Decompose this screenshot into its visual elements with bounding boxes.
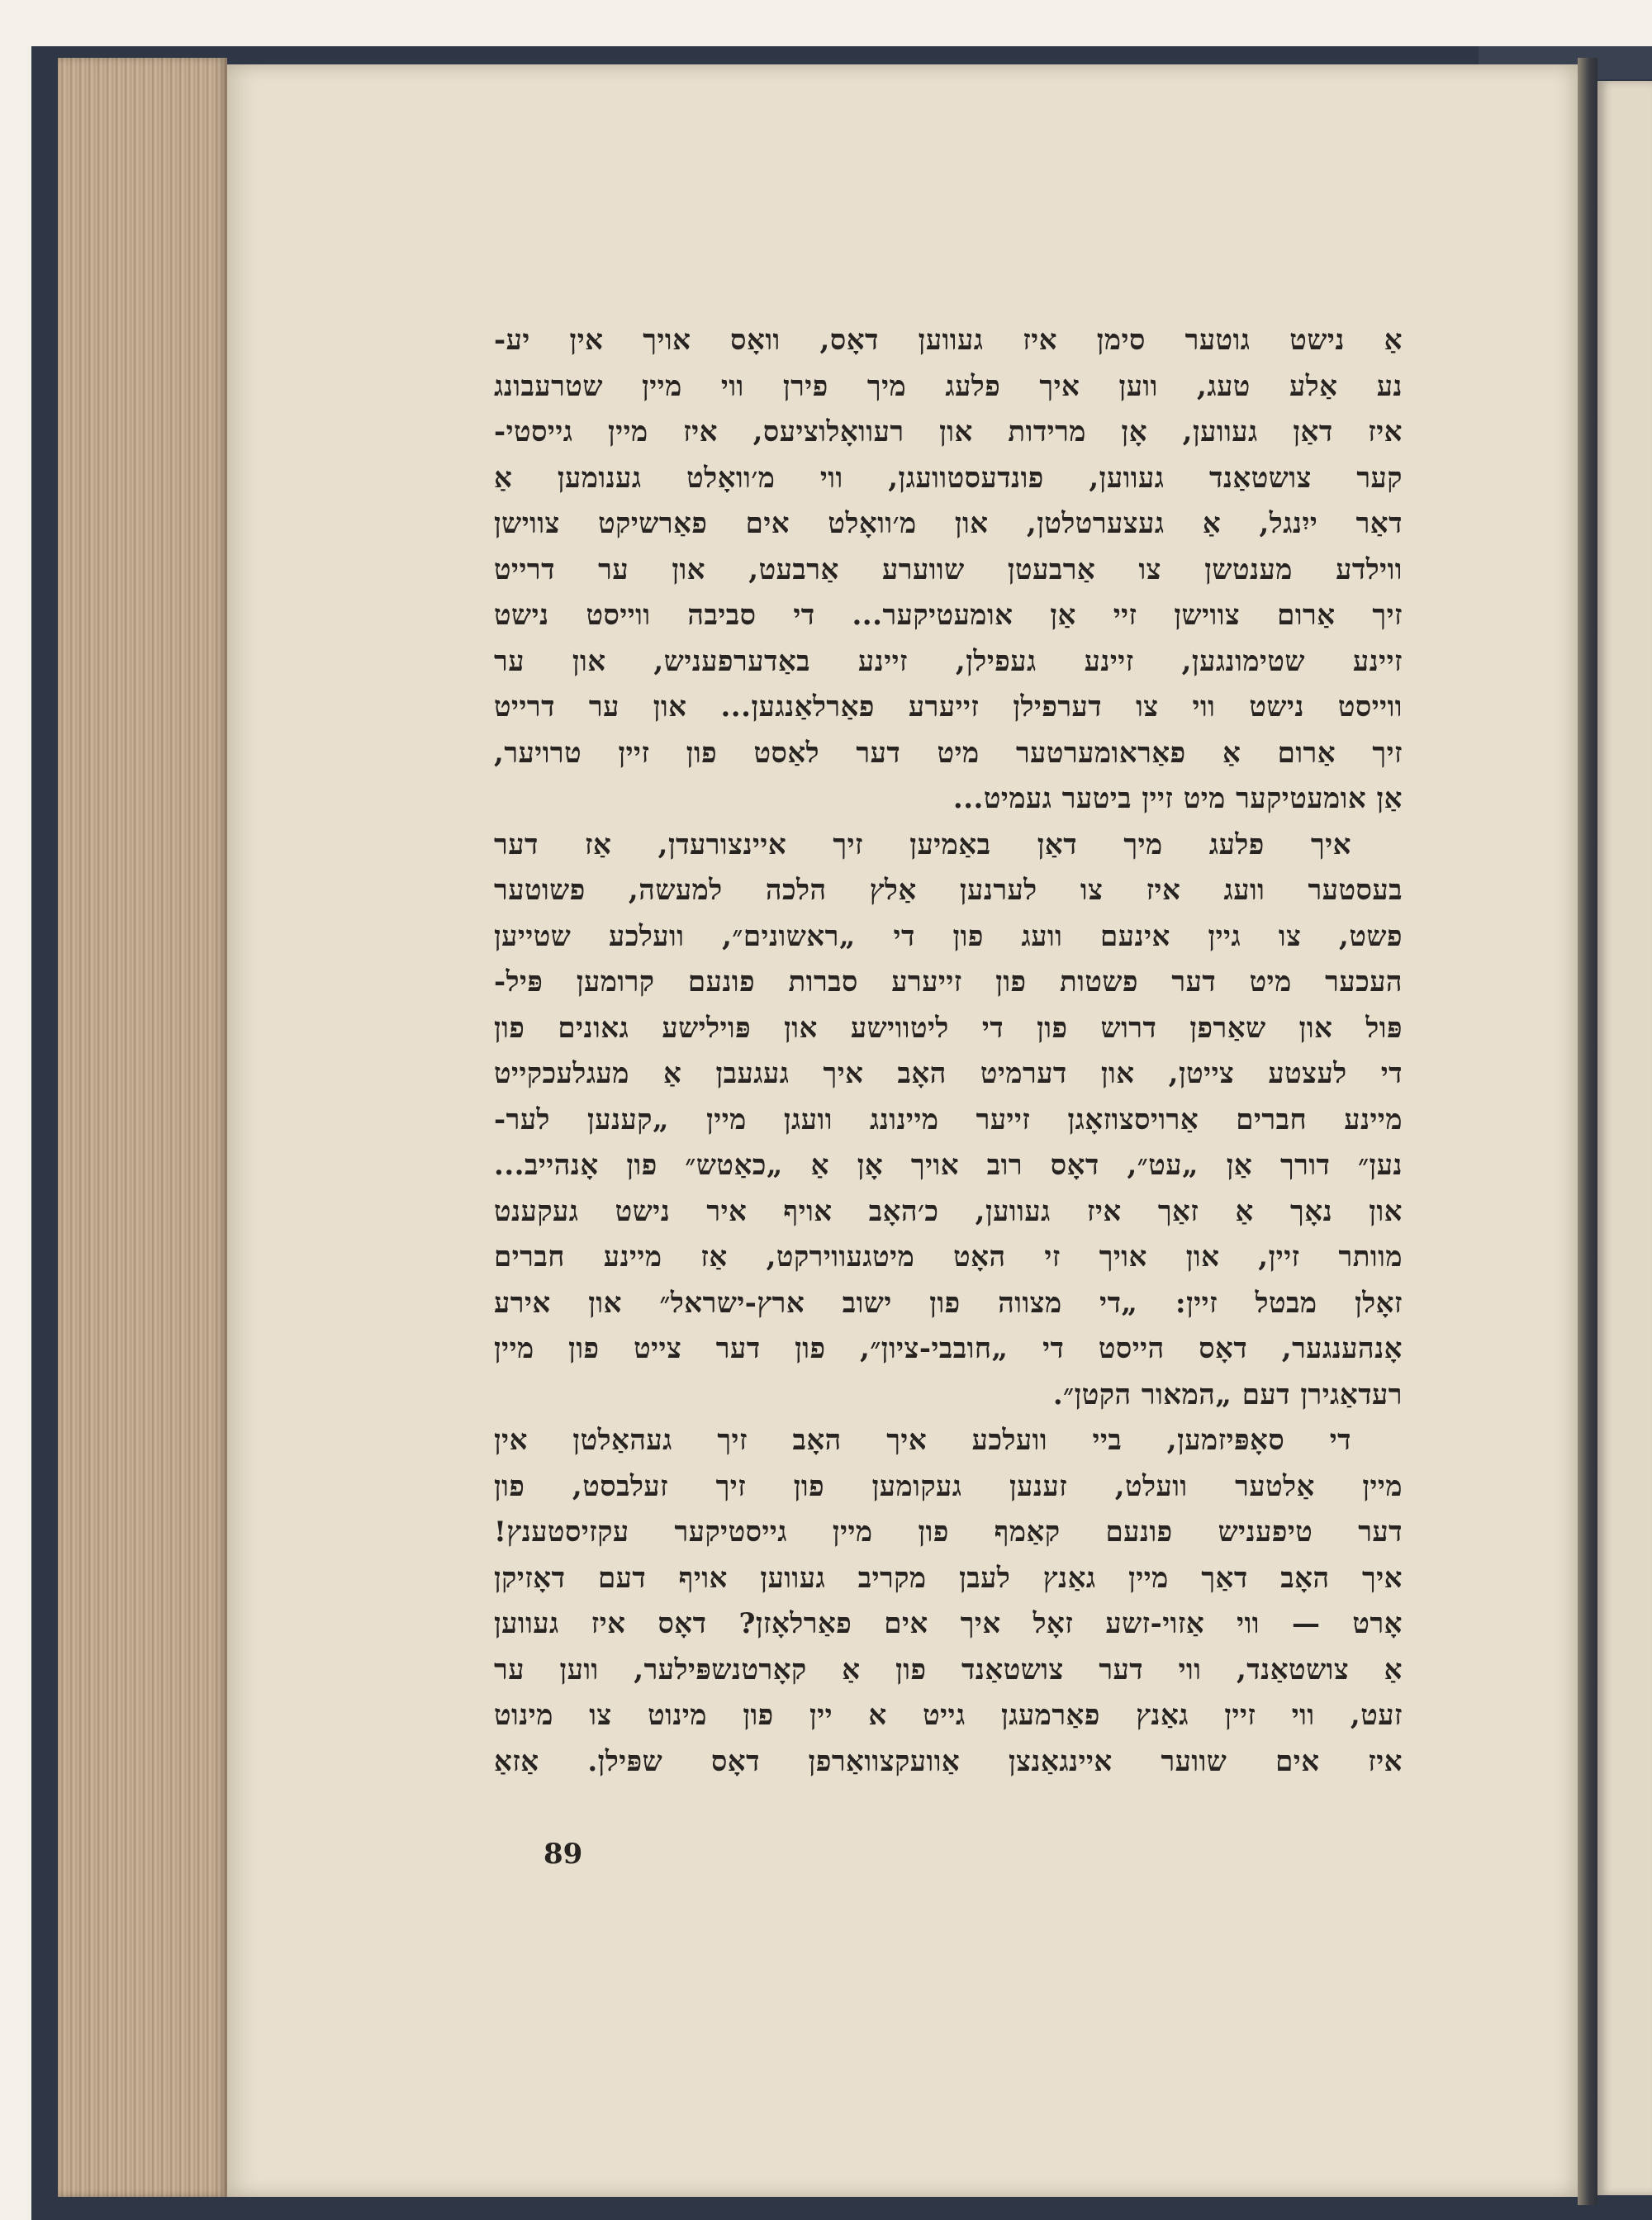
facing-page-edge <box>1597 81 1652 2195</box>
text-line: אָרט — ווי אַזוי-זשע זאָל איך אים פאַרלאָזן? דאָס איז געווען <box>494 1607 1403 1640</box>
text-line: איך פלעג מיך דאַן באַמיען זיך איינצורעדן, אַז דער <box>494 828 1351 861</box>
text-line: פּול און שאַרפן דרוש פון די ליטווישע און פּוילישע גאונים פון <box>494 1011 1403 1045</box>
text-line: אַן אומעטיקער מיט זיין ביטער געמיט... <box>952 782 1403 815</box>
text-line: קער צושטאַנד געווען, פונדעסטוועגן, ווי מ׳וואָלט גענומען אַ <box>494 461 1403 495</box>
text-line: זעט, ווי זיין גאַנץ פאַרמעגן גייט א יין פון מינוט צו מינוט <box>494 1699 1403 1732</box>
text-line: בעסטער וועג איז צו לערנען אַלץ הלכה למעשה, פשוטער <box>494 874 1403 907</box>
text-line: איך האָב דאַך מיין גאַנץ לעבן מקריב געווען אויף דעם דאָזיקן <box>494 1561 1403 1595</box>
text-line: און נאָך אַ זאַך איז געווען, כ׳האָב אויף איר נישט געקענט <box>494 1194 1403 1228</box>
text-line: מוותר זיין, און אויך זי האָט מיטגעווירקט, אַז מיינע חברים <box>494 1240 1403 1274</box>
page-number: 89 <box>544 1838 583 1871</box>
text-line: נען״ דורך אַן „עט״, דאָס רוב אויך אָן אַ „כאַטש״ פון אָנהייב... <box>494 1149 1403 1182</box>
text-line: ווייסט נישט ווי צו דערפילן זייערע פאַרלאַנגען... און ער דרייט <box>494 690 1403 723</box>
text-line: העכער מיט דער פשטות פון זייערע סברות פונעם קרומען פּיל- <box>494 965 1403 999</box>
book-gutter <box>1578 58 1597 2205</box>
text-line: דאַר ייִנגל, אַ געצערטלטן, און מ׳וואָלט אים פאַרשיקט צווישן <box>494 507 1403 540</box>
page-edges <box>58 58 227 2197</box>
text-line: נע אַלע טעג, ווען איך פלעג מיך פירן ווי מיין שטרעבונג <box>494 369 1403 403</box>
text-line: זיך אַרום צווישן זיי אַן אומעטיקער... די סביבה ווייסט נישט <box>494 599 1403 632</box>
text-line: אָנהענגער, דאָס הייסט די „חובבי-ציון״, פון דער צייט פון מיין <box>494 1332 1403 1365</box>
text-line: איז דאַן געווען, אָן מרידות און רעוואָלוציעס, איז מיין גייסטי- <box>494 415 1403 448</box>
text-line: די סאָפּיזמען, ביי וועלכע איך האָב זיך געהאַלטן אין <box>494 1424 1351 1457</box>
text-line: דער טיפעניש פונעם קאַמף פון מיין גייסטיקער עקזיסטענץ! <box>494 1516 1403 1549</box>
text-line: פשט, צו גיין אינעם וועג פון די „ראשונים״, וועלכע שטייען <box>494 919 1403 953</box>
text-line: אַ צושטאַנד, ווי דער צושטאַנד פון אַ קאָרטנשפּילער, ווען ער <box>494 1653 1403 1686</box>
text-line: די לעצטע צייטן, און דערמיט האָב איך געגעבן אַ מעגלעכקייט <box>494 1057 1403 1090</box>
text-line: זאָלן מבטל זיין: „די מצווה פון ישוב ארץ-ישראל״ און אירע <box>494 1286 1403 1320</box>
page-text <box>494 318 1403 1785</box>
text-line: מיינע חברים אַרויסצוזאָגן זייער מיינונג וועגן מיין „קענען לער- <box>494 1103 1403 1136</box>
text-line: ווילדע מענטשן צו אַרבעטן שווערע אַרבעט, און ער דרייט <box>494 553 1403 586</box>
text-line: זיך אַרום אַ פאַראומערטער מיט דער לאַסט פון זיין טרויער, <box>494 736 1403 770</box>
text-line: אַ נישט גוטער סימן איז געווען דאָס, וואָס אויך אין יע- <box>494 324 1403 357</box>
text-line: איז אים שווער איינגאַנצן אַוועקצוואַרפן דאָס שפּילן. אַזאַ <box>494 1744 1403 1778</box>
text-line: רעדאַגירן דעם „המאור הקטן״. <box>1052 1378 1403 1411</box>
text-line: זיינע שטימונגען, זיינע געפילן, זיינע באַדערפעניש, און ער <box>494 644 1403 678</box>
text-line: מיין אַלטער וועלט, זענען געקומען פון זיך זעלבסט, פון <box>494 1469 1403 1503</box>
